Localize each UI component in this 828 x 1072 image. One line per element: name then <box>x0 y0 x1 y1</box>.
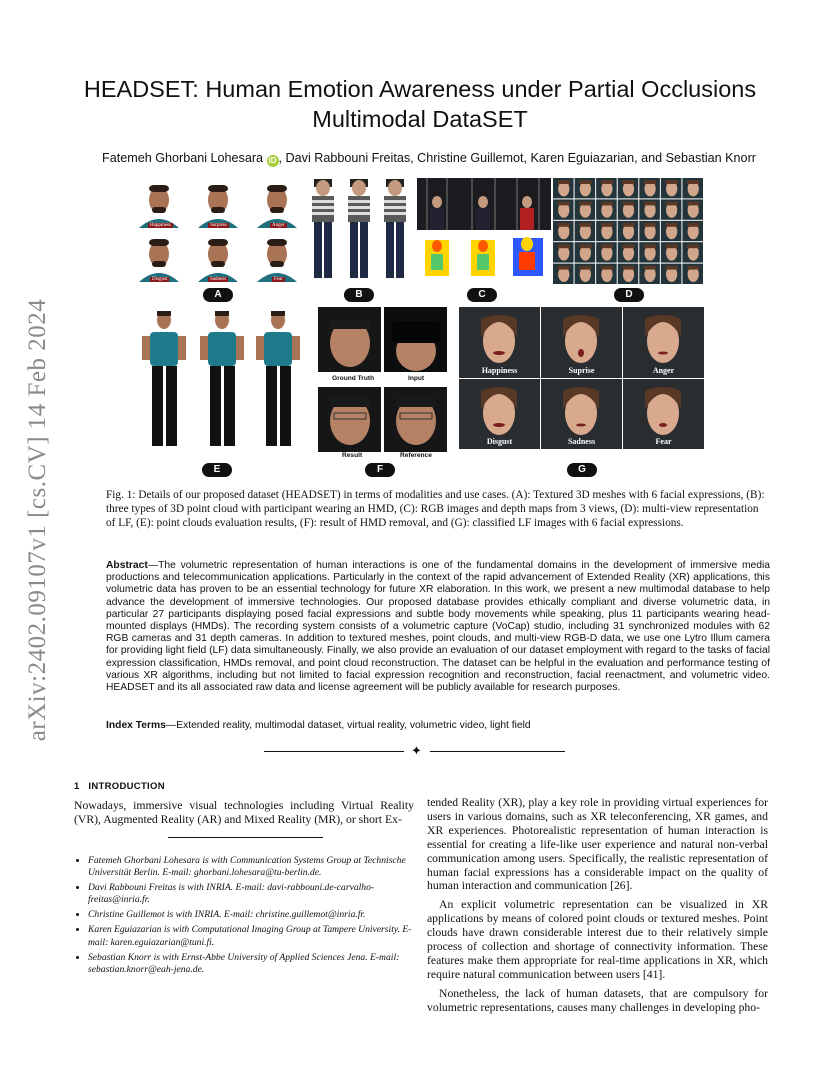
panel-a-emotion-label: Fear <box>274 277 283 282</box>
panel-a-drawing <box>130 176 306 284</box>
panel-badge-b: B <box>344 288 374 302</box>
lf-view-tile <box>618 264 639 284</box>
lf-view-tile <box>639 264 660 284</box>
lf-view-tile <box>553 178 574 198</box>
panel-f-label: Input <box>408 375 425 382</box>
panel-g-emotion-label: Sadness <box>567 437 596 446</box>
panel-a-emotion-label: Happiness <box>150 223 171 228</box>
citation-link[interactable]: [41] <box>642 967 663 981</box>
panel-badge-f: F <box>365 463 395 477</box>
panel-badge-c: C <box>467 288 497 302</box>
section-number: 1 <box>74 781 80 792</box>
panel-f-drawing <box>318 307 456 462</box>
divider-star-icon: ✦ <box>411 744 422 759</box>
lf-view-tile <box>682 221 703 241</box>
divider-right <box>430 751 565 752</box>
first-author: Fatemeh Ghorbani Lohesara <box>102 151 264 165</box>
panel-g-emotion-label: Anger <box>652 366 675 375</box>
panel-c-drawing <box>417 178 551 286</box>
index-terms <box>106 720 770 731</box>
lf-view-tile <box>639 178 660 198</box>
lf-view-tile <box>553 221 574 241</box>
footnote-rule <box>168 837 323 838</box>
author-footnotes <box>74 855 414 979</box>
panel-g-emotion-label: Fear <box>655 437 672 446</box>
panel-d-light-field <box>553 178 704 285</box>
panel-d-drawing <box>553 178 704 285</box>
panel-badge-d: D <box>614 288 644 302</box>
panel-a-emotion-label: Disgust <box>152 277 168 282</box>
title-line-1: HEADSET: Human Emotion Awareness under Partial Occlusions <box>83 76 757 102</box>
panel-a-emotion-label: Sadness <box>210 277 227 282</box>
lf-view-tile <box>596 199 617 219</box>
abstract-label: Abstract <box>106 560 148 571</box>
panel-f-label: Result <box>342 452 363 459</box>
paragraph-text: tended Reality (XR), play a key role in providing virtual experiences for users in various domains, such as XR teleconferencing, XR games, and XR experiences. Photorealistic representation of human interaction is essential for creating a life-like user experience and natural non-verbal communication among users. Specifically, the realistic representation of human facial expressions has a considerable impact on the quality of human interaction and communication <box>427 796 768 893</box>
lf-view-tile <box>553 242 574 262</box>
intro-paragraph-2 <box>427 898 768 981</box>
lf-view-tile <box>618 221 639 241</box>
panel-f-label: Reference <box>400 452 432 459</box>
panel-g-classified-lf <box>459 307 704 449</box>
panel-f-label: Ground Truth <box>332 375 375 382</box>
lf-view-tile <box>596 178 617 198</box>
lf-view-tile <box>596 221 617 241</box>
footnote-item: • Fatemeh Ghorbani Lohesara is with Communication Systems Group at Technische Universität Berlin. E-mail: ghorbani.lohesara@tu-berlin.de. <box>88 855 414 879</box>
panel-a-meshes <box>130 176 306 284</box>
other-authors: , Davi Rabbouni Freitas, Christine Guillemot, Karen Eguiazarian, and Sebastian Knorr <box>278 151 756 165</box>
panel-g-emotion-label: Suprise <box>568 366 595 375</box>
lf-view-tile <box>618 199 639 219</box>
author-list <box>60 151 798 167</box>
right-column <box>427 796 768 1015</box>
intro-paragraph-start: Nowadays, immersive visual technologies including Virtual Reality (VR), Augmented Reality (AR) and Mixed Reality (MR), or short Ex- <box>74 799 414 826</box>
footnote-item: • Davi Rabbouni Freitas is with INRIA. E-mail: davi-rabbouni.de-carvalho-freitas@inria.fr. <box>88 882 414 906</box>
lf-view-tile <box>661 221 682 241</box>
divider-left <box>264 751 404 752</box>
panel-g-drawing <box>459 307 704 449</box>
lf-view-tile <box>661 199 682 219</box>
footnote-item: • Karen Eguiazarian is with Computational Imaging Group at Tampere University. E-mail: karen.eguiazarian@tuni.fi. <box>88 924 414 948</box>
lf-view-tile <box>575 199 596 219</box>
paragraph-text: An explicit volumetric representation can be visualized in XR applications by means of colored point clouds or textured meshes. Point clouds have drawn considerable interest due to their relatively simple process of collection and shortage of connectivity information. These features make them appropriate for real-time applications in XR, which require natural communication between users <box>427 898 768 981</box>
lf-view-tile <box>661 178 682 198</box>
lf-view-tile <box>553 264 574 284</box>
left-column <box>74 799 414 827</box>
footnote-item: • Sebastian Knorr is with Ernst-Abbe University of Applied Sciences Jena. E-mail: sebastian.knorr@eah-jena.de. <box>88 952 414 976</box>
abstract <box>106 560 770 694</box>
panel-b-point-clouds <box>306 176 414 284</box>
lf-view-tile <box>639 242 660 262</box>
lf-view-tile <box>618 178 639 198</box>
lf-view-tile <box>596 264 617 284</box>
section-heading <box>74 781 165 792</box>
lf-view-tile <box>639 199 660 219</box>
panel-f-hmd-removal <box>318 307 456 462</box>
lf-view-tile <box>618 242 639 262</box>
lf-view-tile <box>682 264 703 284</box>
panel-a-emotion-label: Surprise <box>210 223 227 228</box>
panel-badge-e: E <box>202 463 232 477</box>
panel-c-rgbd <box>417 178 551 286</box>
orcid-icon[interactable]: iD <box>268 156 277 165</box>
index-terms-text: —Extended reality, multimodal dataset, virtual reality, volumetric video, light field <box>165 720 531 731</box>
panel-b-drawing <box>306 176 414 284</box>
citation-link[interactable]: [26] <box>610 879 630 893</box>
paragraph-end: . <box>629 879 633 893</box>
lf-view-tile <box>596 242 617 262</box>
lf-view-tile <box>553 199 574 219</box>
panel-badge-a: A <box>203 288 233 302</box>
lf-view-tile <box>575 242 596 262</box>
figure-caption: Fig. 1: Details of our proposed dataset (HEADSET) in terms of modalities and use cases. (A): Textured 3D meshes with 6 facial expressions, (B): three types of 3D point cloud with participant wearing an HMD, (C): RGB images and depth maps from 3 views, (D): multi-view representation of LF, (E): point clouds evaluation results, (F): result of HMD removal, and (G): classified LF images with 6 facial expressions. <box>106 489 765 529</box>
panel-g-emotion-label: Happiness <box>481 366 518 375</box>
lf-view-tile <box>575 221 596 241</box>
footnote-item: • Christine Guillemot is with INRIA. E-mail: christine.guillemot@inria.fr. <box>88 909 414 921</box>
index-terms-label: Index Terms <box>106 720 166 731</box>
arxiv-side-stamp: arXiv:2402.09107v1 [cs.CV] 14 Feb 2024 <box>24 298 51 742</box>
panel-a-emotion-label: Anger <box>272 223 285 228</box>
lf-view-tile <box>575 264 596 284</box>
intro-paragraph-1 <box>427 796 768 893</box>
lf-view-tile <box>639 221 660 241</box>
lf-view-tile <box>661 242 682 262</box>
panel-g-emotion-label: Disgust <box>486 437 513 446</box>
lf-view-tile <box>575 178 596 198</box>
panel-e-drawing <box>142 306 302 456</box>
title-line-2: Multimodal DataSET <box>312 106 528 132</box>
abstract-text: —The volumetric representation of human interactions is one of the fundamental domains in the development of immersive media productions and telecommunication applications. Particularly in the context of the rapid advancement of Extended Reality (XR) applications, this volumetric data has proven to be an essential technology for future XR elaboration. In this work, we present a new multimodal database to help advance the development of immersive technologies. Our proposed database provides ethically compliant and diverse volumetric data, in particular 27 participants displaying posed facial expressions and subtle body movements while speaking, plus 11 participants wearing head-mounted displays (HMDs). The recording system consists of a volumetric capture (VoCap) studio, including 31 synchronized modules with 62 RGB cameras and 31 depth cameras. In addition to textured meshes, point clouds, and multi-view RGB-D data, we use one Lytro Illum camera for providing light field (LF) data simultaneously. Finally, we also provide an evaluation of our dataset employment with regard to the tasks of facial expression classification, HMDs removal, and point cloud reconstruction. The dataset can be helpful in the evaluation and performance testing of various XR algorithms, including but not limited to facial expression recognition and reconstruction, facial reenactment, and volumetric video. HEADSET and its all associated raw data and license agreement will be publicly available for research purposes. <box>106 560 770 694</box>
lf-view-tile <box>661 264 682 284</box>
lf-view-tile <box>682 199 703 219</box>
panel-e-point-clouds <box>142 306 302 456</box>
section-title: INTRODUCTION <box>88 781 165 792</box>
lf-view-tile <box>682 242 703 262</box>
paper-title <box>60 74 780 134</box>
panel-badge-g: G <box>567 463 597 477</box>
lf-view-tile <box>682 178 703 198</box>
paragraph-end: . <box>662 967 666 981</box>
intro-paragraph-3: Nonetheless, the lack of human datasets, that are compulsory for volumetric representations, causes many challenges in developing pho- <box>427 986 768 1014</box>
